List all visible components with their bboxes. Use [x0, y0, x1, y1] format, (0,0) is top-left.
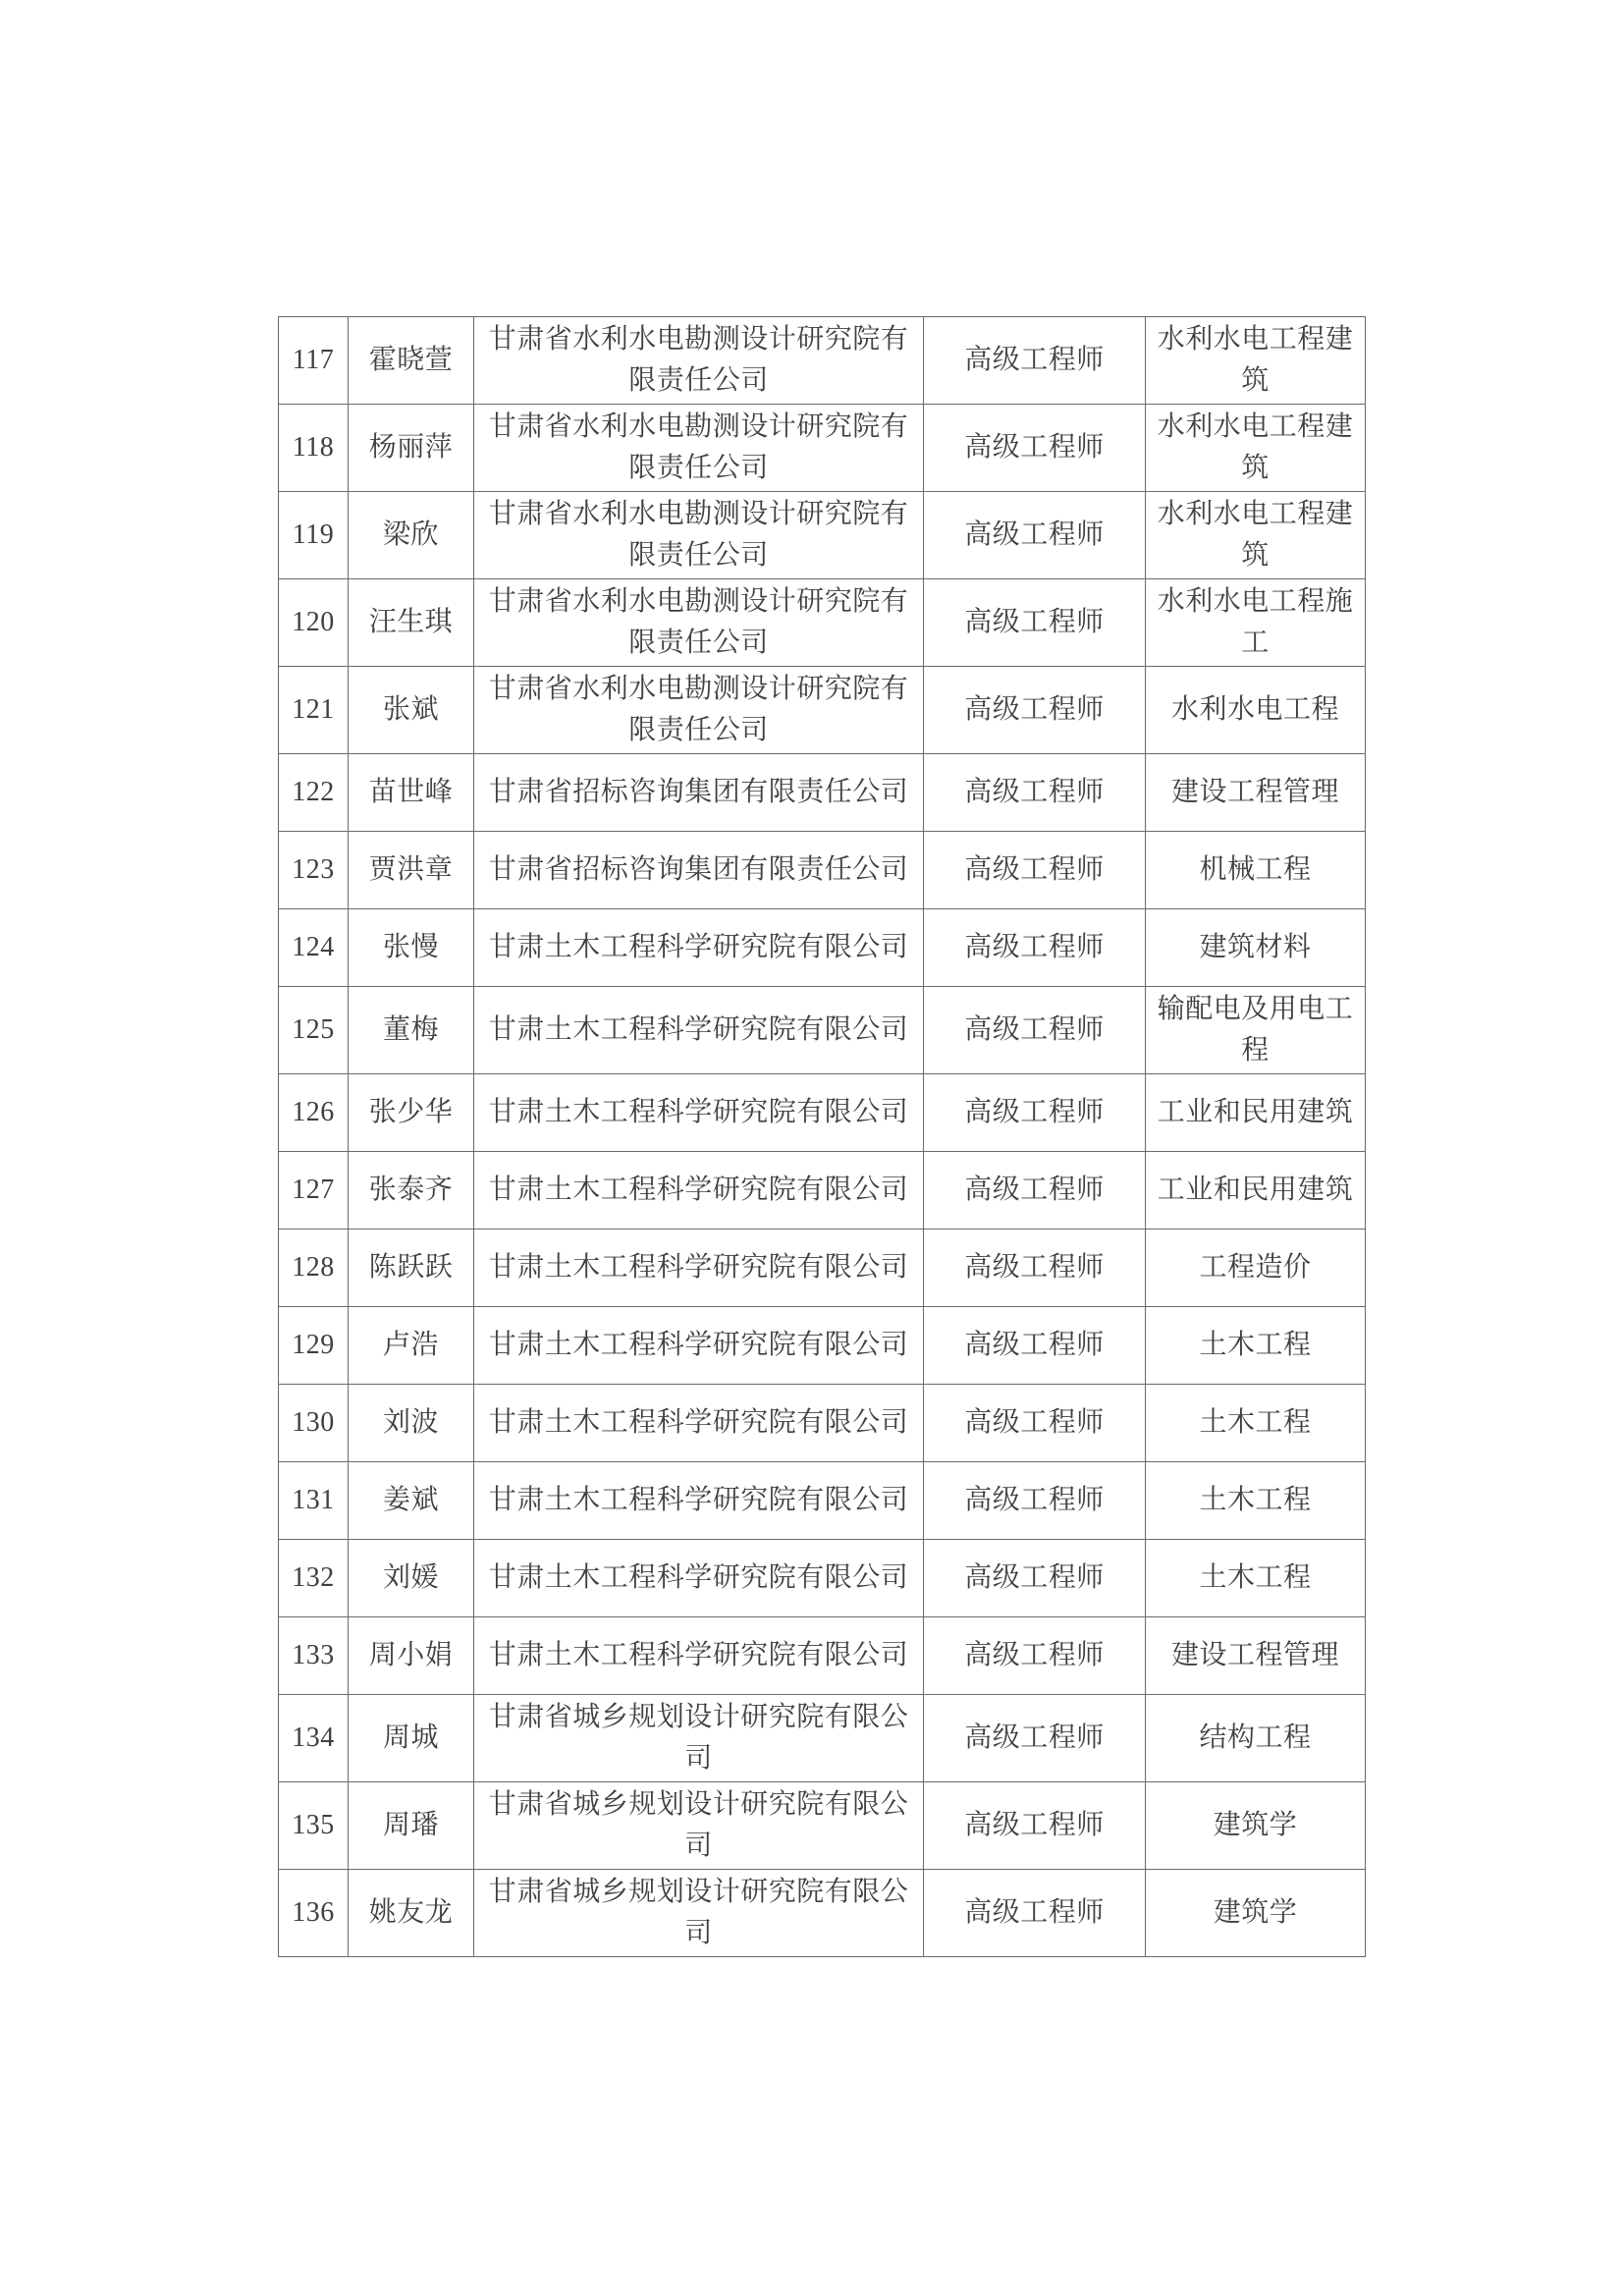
organization-cell: 甘肃省水利水电勘测设计研究院有限责任公司: [474, 317, 924, 405]
organization-cell: 甘肃土木工程科学研究院有限公司: [474, 1230, 924, 1307]
specialty-cell: 建设工程管理: [1146, 1617, 1366, 1695]
specialty-cell: 输配电及用电工程: [1146, 987, 1366, 1074]
person-name-cell: 霍晓萱: [349, 317, 474, 405]
organization-cell: 甘肃省水利水电勘测设计研究院有限责任公司: [474, 579, 924, 667]
person-name-cell: 张斌: [349, 667, 474, 754]
organization-cell: 甘肃省水利水电勘测设计研究院有限责任公司: [474, 405, 924, 492]
organization-cell: 甘肃省招标咨询集团有限责任公司: [474, 754, 924, 832]
specialty-cell: 水利水电工程建筑: [1146, 492, 1366, 579]
row-number-cell: 133: [279, 1617, 349, 1695]
person-name-cell: 苗世峰: [349, 754, 474, 832]
job-title-cell: 高级工程师: [924, 405, 1146, 492]
organization-cell: 甘肃省城乡规划设计研究院有限公司: [474, 1695, 924, 1782]
organization-cell: 甘肃土木工程科学研究院有限公司: [474, 987, 924, 1074]
job-title-cell: 高级工程师: [924, 987, 1146, 1074]
person-name-cell: 梁欣: [349, 492, 474, 579]
row-number-cell: 128: [279, 1230, 349, 1307]
person-name-cell: 汪生琪: [349, 579, 474, 667]
specialty-cell: 水利水电工程施工: [1146, 579, 1366, 667]
row-number-cell: 136: [279, 1870, 349, 1957]
organization-cell: 甘肃土木工程科学研究院有限公司: [474, 1307, 924, 1385]
row-number-cell: 134: [279, 1695, 349, 1782]
table-row: [279, 909, 1366, 987]
job-title-cell: 高级工程师: [924, 1152, 1146, 1230]
specialty-cell: 土木工程: [1146, 1540, 1366, 1617]
specialty-cell: 建筑学: [1146, 1870, 1366, 1957]
table-row: [279, 832, 1366, 909]
person-name-cell: 陈跃跃: [349, 1230, 474, 1307]
specialty-cell: 水利水电工程建筑: [1146, 405, 1366, 492]
row-number-cell: 126: [279, 1074, 349, 1152]
table-row: [279, 492, 1366, 579]
person-name-cell: 姜斌: [349, 1462, 474, 1540]
table-row: [279, 1230, 1366, 1307]
specialty-cell: 建筑学: [1146, 1782, 1366, 1870]
person-name-cell: 贾洪章: [349, 832, 474, 909]
table-row: [279, 405, 1366, 492]
organization-cell: 甘肃土木工程科学研究院有限公司: [474, 1385, 924, 1462]
person-name-cell: 刘波: [349, 1385, 474, 1462]
job-title-cell: 高级工程师: [924, 1230, 1146, 1307]
organization-cell: 甘肃土木工程科学研究院有限公司: [474, 1462, 924, 1540]
specialty-cell: 建筑材料: [1146, 909, 1366, 987]
row-number-cell: 132: [279, 1540, 349, 1617]
specialty-cell: 机械工程: [1146, 832, 1366, 909]
person-name-cell: 姚友龙: [349, 1870, 474, 1957]
table-row: [279, 1617, 1366, 1695]
table-row: [279, 317, 1366, 405]
row-number-cell: 123: [279, 832, 349, 909]
specialty-cell: 工业和民用建筑: [1146, 1152, 1366, 1230]
person-name-cell: 周璠: [349, 1782, 474, 1870]
person-name-cell: 周小娟: [349, 1617, 474, 1695]
person-name-cell: 刘媛: [349, 1540, 474, 1617]
row-number-cell: 122: [279, 754, 349, 832]
specialty-cell: 土木工程: [1146, 1462, 1366, 1540]
row-number-cell: 118: [279, 405, 349, 492]
job-title-cell: 高级工程师: [924, 909, 1146, 987]
organization-cell: 甘肃土木工程科学研究院有限公司: [474, 1617, 924, 1695]
specialty-cell: 建设工程管理: [1146, 754, 1366, 832]
row-number-cell: 120: [279, 579, 349, 667]
job-title-cell: 高级工程师: [924, 754, 1146, 832]
job-title-cell: 高级工程师: [924, 492, 1146, 579]
row-number-cell: 130: [279, 1385, 349, 1462]
table-row: [279, 1385, 1366, 1462]
job-title-cell: 高级工程师: [924, 1540, 1146, 1617]
organization-cell: 甘肃土木工程科学研究院有限公司: [474, 1152, 924, 1230]
table-row: [279, 1695, 1366, 1782]
organization-cell: 甘肃省城乡规划设计研究院有限公司: [474, 1870, 924, 1957]
job-title-cell: 高级工程师: [924, 1462, 1146, 1540]
specialty-cell: 土木工程: [1146, 1385, 1366, 1462]
row-number-cell: 129: [279, 1307, 349, 1385]
job-title-cell: 高级工程师: [924, 317, 1146, 405]
row-number-cell: 127: [279, 1152, 349, 1230]
specialty-cell: 工业和民用建筑: [1146, 1074, 1366, 1152]
table-row: [279, 1152, 1366, 1230]
person-name-cell: 张少华: [349, 1074, 474, 1152]
job-title-cell: 高级工程师: [924, 1074, 1146, 1152]
specialty-cell: 结构工程: [1146, 1695, 1366, 1782]
person-name-cell: 张慢: [349, 909, 474, 987]
organization-cell: 甘肃省水利水电勘测设计研究院有限责任公司: [474, 667, 924, 754]
engineer-roster-table: [278, 316, 1366, 1957]
job-title-cell: 高级工程师: [924, 832, 1146, 909]
table-row: [279, 987, 1366, 1074]
job-title-cell: 高级工程师: [924, 667, 1146, 754]
person-name-cell: 张泰齐: [349, 1152, 474, 1230]
organization-cell: 甘肃土木工程科学研究院有限公司: [474, 1540, 924, 1617]
job-title-cell: 高级工程师: [924, 1617, 1146, 1695]
specialty-cell: 水利水电工程: [1146, 667, 1366, 754]
organization-cell: 甘肃省水利水电勘测设计研究院有限责任公司: [474, 492, 924, 579]
row-number-cell: 119: [279, 492, 349, 579]
table-row: [279, 579, 1366, 667]
job-title-cell: 高级工程师: [924, 579, 1146, 667]
table-row: [279, 1074, 1366, 1152]
specialty-cell: 土木工程: [1146, 1307, 1366, 1385]
table-row: [279, 1307, 1366, 1385]
organization-cell: 甘肃土木工程科学研究院有限公司: [474, 1074, 924, 1152]
organization-cell: 甘肃土木工程科学研究院有限公司: [474, 909, 924, 987]
person-name-cell: 董梅: [349, 987, 474, 1074]
specialty-cell: 工程造价: [1146, 1230, 1366, 1307]
specialty-cell: 水利水电工程建筑: [1146, 317, 1366, 405]
job-title-cell: 高级工程师: [924, 1782, 1146, 1870]
job-title-cell: 高级工程师: [924, 1385, 1146, 1462]
person-name-cell: 周城: [349, 1695, 474, 1782]
table-row: [279, 1870, 1366, 1957]
table-row: [279, 1540, 1366, 1617]
table-row: [279, 1462, 1366, 1540]
person-name-cell: 卢浩: [349, 1307, 474, 1385]
table-row: [279, 1782, 1366, 1870]
row-number-cell: 124: [279, 909, 349, 987]
row-number-cell: 135: [279, 1782, 349, 1870]
row-number-cell: 125: [279, 987, 349, 1074]
table-row: [279, 754, 1366, 832]
row-number-cell: 121: [279, 667, 349, 754]
job-title-cell: 高级工程师: [924, 1870, 1146, 1957]
organization-cell: 甘肃省城乡规划设计研究院有限公司: [474, 1782, 924, 1870]
job-title-cell: 高级工程师: [924, 1695, 1146, 1782]
person-name-cell: 杨丽萍: [349, 405, 474, 492]
row-number-cell: 131: [279, 1462, 349, 1540]
organization-cell: 甘肃省招标咨询集团有限责任公司: [474, 832, 924, 909]
row-number-cell: 117: [279, 317, 349, 405]
job-title-cell: 高级工程师: [924, 1307, 1146, 1385]
roster-table-body: [279, 317, 1366, 1957]
table-row: [279, 667, 1366, 754]
